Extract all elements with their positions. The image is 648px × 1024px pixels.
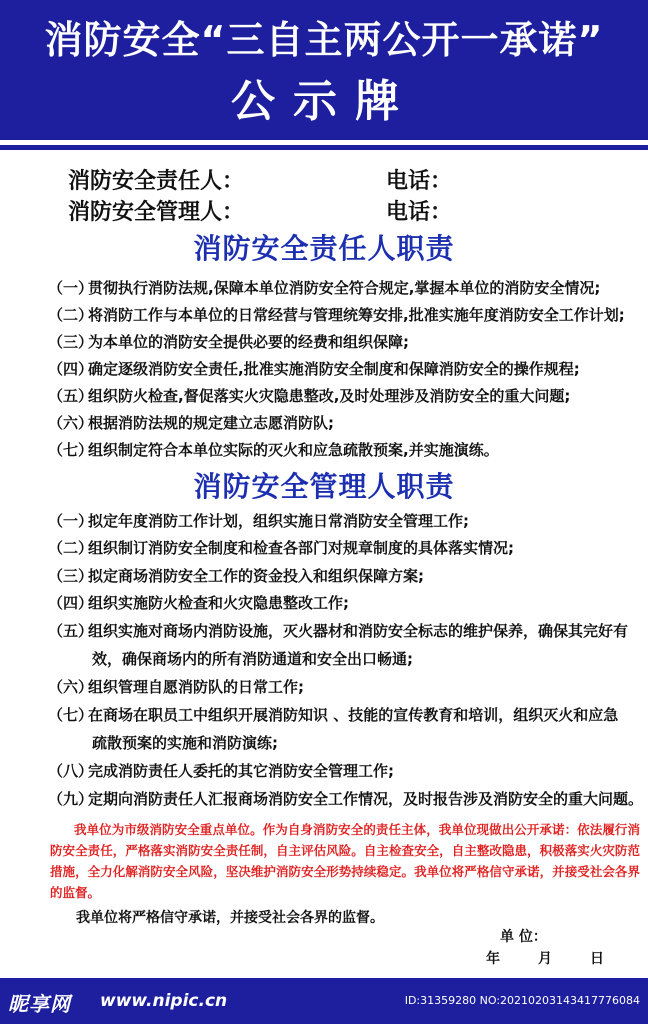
item-text: 组织防火检查,督促落实火灾隐患整改,及时处理涉及消防安全的重大问题; — [88, 387, 571, 405]
list-item — [48, 302, 644, 328]
page-subtitle: 公示牌 — [231, 76, 417, 127]
item-text: 根据消防法规的规定建立志愿消防队; — [88, 414, 335, 432]
manager-person-label: 消防安全管理人： — [68, 200, 245, 225]
item-number: （三） — [48, 567, 94, 585]
item-number: （八） — [48, 762, 94, 780]
manager-duties-title: 消防安全管理人职责 — [193, 470, 455, 503]
item-text: 为本单位的消防安全提供必要的经费和组织保障; — [88, 333, 410, 351]
list-item — [48, 535, 644, 561]
item-text: 定期向消防责任人汇报商场消防安全工作情况，及时报告涉及消防安全的重大问题。 — [88, 790, 644, 808]
page-title: 消防安全“三自主两公开一承诺” — [44, 18, 604, 62]
list-item — [48, 618, 644, 644]
site-url: www.nipic.cn — [100, 991, 228, 1011]
responsible-duties-title: 消防安全责任人职责 — [193, 232, 455, 265]
item-text: 在商场在职员工中组织开展消防知识 、技能的宣传教育和培训，组织灭火和应急 — [88, 706, 619, 724]
list-item — [48, 702, 644, 728]
list-item — [48, 329, 644, 355]
item-text: 组织制定符合本单位实际的灭火和应急疏散预案,并实施演练。 — [88, 441, 499, 459]
item-number: （五） — [48, 387, 94, 405]
footer-bar — [0, 978, 648, 1024]
item-number: （一） — [48, 279, 94, 297]
item-number: （五） — [48, 622, 94, 640]
item-text: 组织制订消防安全制度和检查各部门对规章制度的具体落实情况; — [88, 539, 515, 557]
item-number: （二） — [48, 539, 94, 557]
list-item — [48, 508, 644, 534]
item-number: （六） — [48, 414, 94, 432]
item-text: 将消防工作与本单位的日常经营与管理统筹安排,批准实施年度消防安全工作计划; — [88, 306, 625, 324]
site-logo: 昵享网 — [8, 992, 71, 1016]
item-number: （六） — [48, 678, 94, 696]
item-number: （四） — [48, 360, 94, 378]
item-number: （四） — [48, 594, 94, 612]
item-number: （一） — [48, 512, 94, 530]
item-number: （七） — [48, 441, 94, 459]
manager-phone-label: 电话： — [386, 200, 453, 225]
date-year-label: 年 — [486, 951, 500, 967]
public-commitment-text: 我单位为市级消防安全重点单位。作为自身消防安全的责任主体，我单位现做出公开承诺：依法履行消防安全责任，严格落实消防安全责任制，自主评估风险。自主检查安全，自主整改隐患，积极落实火灾防范措施，全力化解消防安全风险，坚决维护消防安全形势持续稳定。我单位将严格信守承诺，并接受社会各界的监督。 — [50, 822, 640, 900]
item-text: 组织管理自愿消防队的日常工作; — [88, 678, 305, 696]
pledge-statement: 我单位将严格信守承诺，并接受社会各界的监督。 — [76, 910, 384, 926]
date-day-label: 日 — [590, 951, 604, 967]
item-number: （九） — [48, 790, 94, 808]
divider — [0, 145, 648, 150]
item-number: （三） — [48, 333, 94, 351]
unit-label: 单 位： — [500, 929, 547, 945]
item-number: （七） — [48, 706, 94, 724]
item-text: 贯彻执行消防法规,保障本单位消防安全符合规定,掌握本单位的消防安全情况; — [88, 279, 601, 297]
image-id: ID:31359280 NO:20210203143417776084 — [404, 994, 640, 1007]
list-item — [48, 275, 644, 301]
item-text: 确定逐级消防安全责任,批准实施消防安全制度和保障消防安全的操作规程; — [88, 360, 580, 378]
responsible-phone-label: 电话： — [386, 169, 453, 194]
list-item — [48, 383, 644, 409]
item-text: 组织实施防火检查和火灾隐患整改工作; — [88, 594, 350, 612]
header-banner — [0, 0, 648, 140]
list-item — [48, 437, 644, 463]
item-text-continuation: 效，确保商场内的所有消防通道和安全出口畅通; — [92, 650, 414, 668]
list-item — [48, 410, 644, 436]
list-item — [48, 563, 644, 589]
item-text: 拟定商场消防安全工作的资金投入和组织保障方案; — [88, 567, 425, 585]
list-item — [48, 758, 644, 784]
item-text-continuation: 疏散预案的实施和消防演练; — [92, 734, 278, 752]
item-text: 完成消防责任人委托的其它消防安全管理工作; — [88, 762, 395, 780]
item-text: 组织实施对商场内消防设施，灭火器材和消防安全标志的维护保养，确保其完好有 — [88, 622, 629, 640]
responsible-person-label: 消防安全责任人： — [68, 169, 245, 194]
item-text: 拟定年度消防工作计划，组织实施日常消防安全管理工作; — [88, 512, 470, 530]
list-item — [48, 356, 644, 382]
list-item — [48, 590, 644, 616]
list-item — [48, 674, 644, 700]
date-month-label: 月 — [538, 951, 552, 967]
list-item — [48, 786, 644, 812]
item-number: （二） — [48, 306, 94, 324]
